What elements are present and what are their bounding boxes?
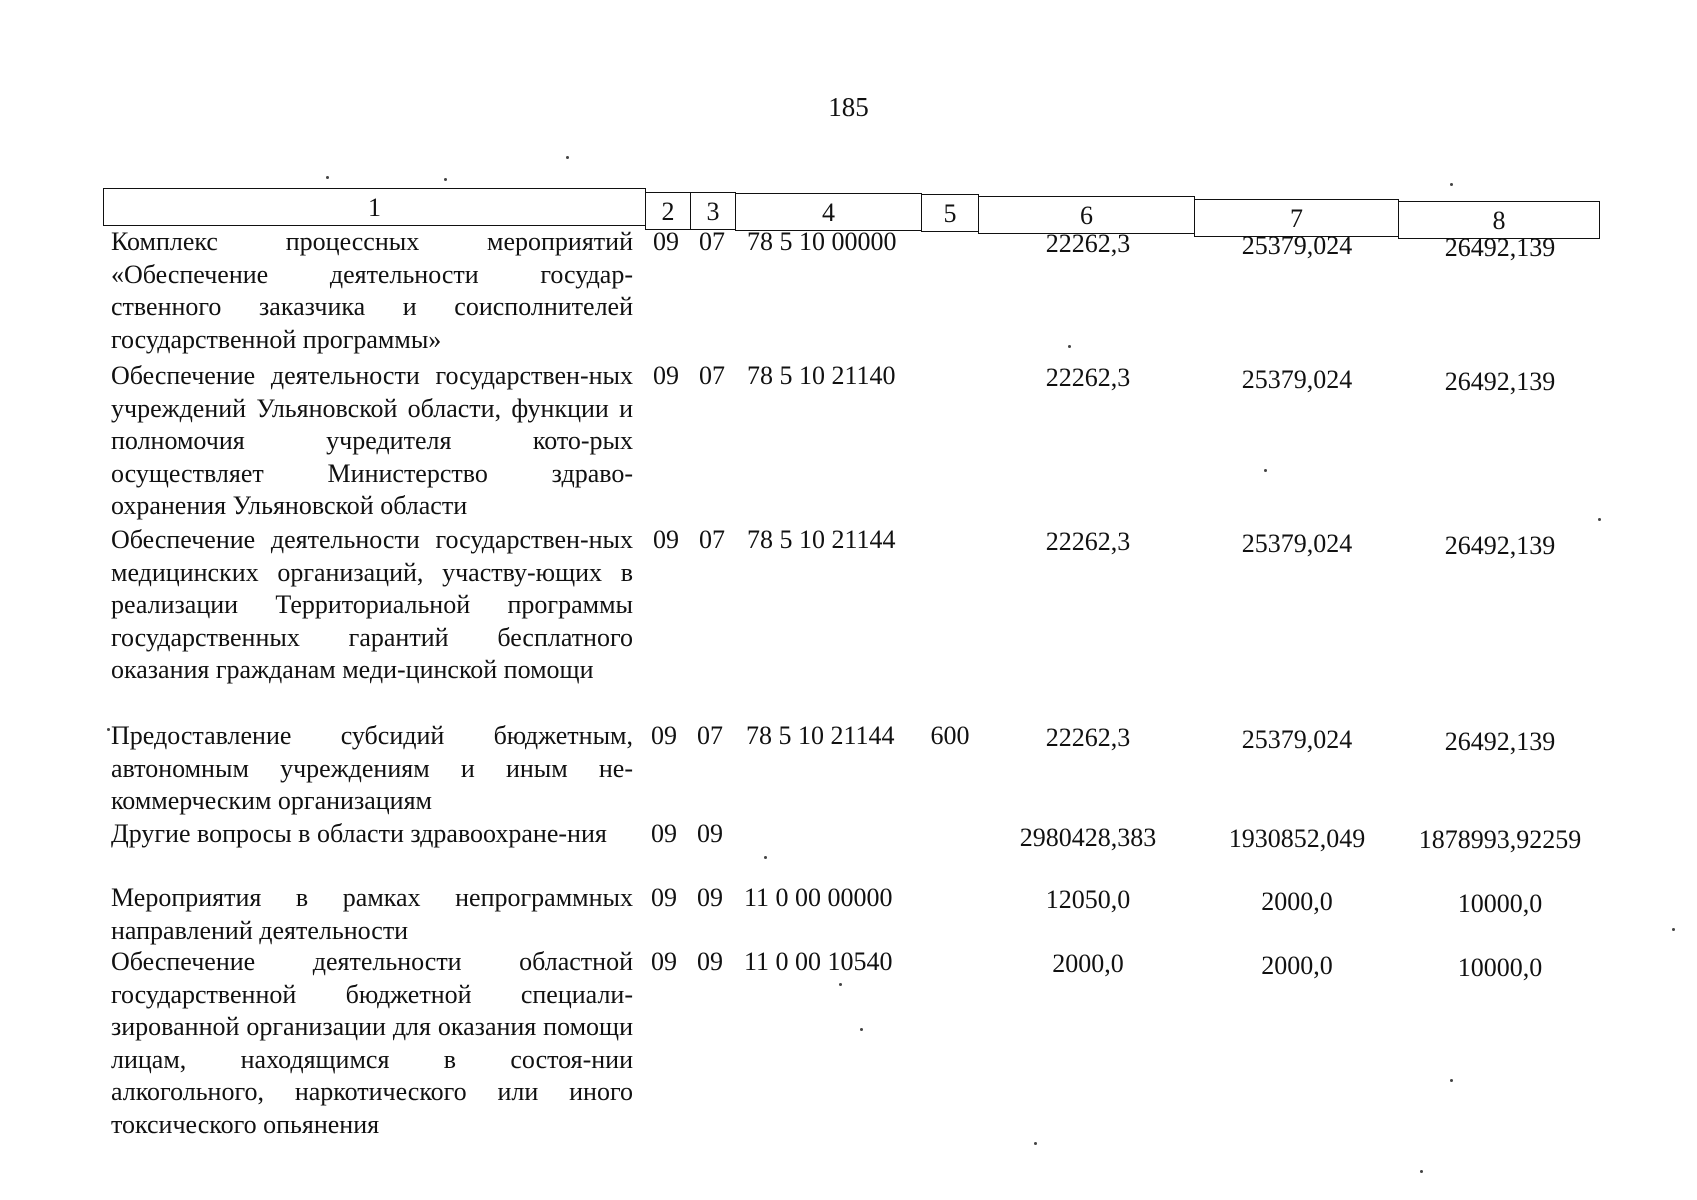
scan-speck bbox=[107, 728, 110, 731]
row-amount-6: 22262,3 bbox=[1045, 723, 1131, 752]
row-amount-8: 26492,139 bbox=[1444, 531, 1556, 560]
row-section: 09 bbox=[651, 721, 677, 750]
row-amount-6: 22262,3 bbox=[1045, 527, 1131, 556]
header-cell-5: 5 bbox=[921, 194, 979, 232]
header-cell-1: 1 bbox=[103, 188, 646, 226]
row-subsection: 07 bbox=[699, 525, 725, 554]
row-section: 09 bbox=[653, 525, 679, 554]
row-amount-7: 25379,024 bbox=[1241, 529, 1353, 558]
row-amount-7: 25379,024 bbox=[1241, 725, 1353, 754]
row-description: Другие вопросы в области здравоохране-ния bbox=[111, 819, 607, 848]
header-cell-2: 2 bbox=[645, 192, 691, 230]
row-description: Комплекс процессных мероприятий «Обеспечение деятельности государ-ственного заказчика и соисполнителей государственной программы» bbox=[111, 227, 633, 354]
row-subsection: 07 bbox=[699, 361, 725, 390]
scan-speck bbox=[1672, 928, 1675, 931]
header-cell-3: 3 bbox=[690, 192, 736, 230]
row-amount-8: 10000,0 bbox=[1457, 889, 1543, 918]
row-description: Обеспечение деятельности государствен-ных медицинских организаций, участву-ющих в реализации Территориальной программы государственных гарантий бесплатного оказания гражданам меди-цинской помощи bbox=[111, 525, 633, 684]
row-expense-type: 600 bbox=[930, 721, 970, 750]
scan-speck bbox=[326, 176, 329, 179]
row-section: 09 bbox=[651, 819, 677, 848]
row-description: Обеспечение деятельности областной государственной бюджетной специали-зированной организации для оказания помощи лицам, находящимся в состоя-нии алкогольного, наркотического или иного токсического опьянения bbox=[111, 947, 633, 1139]
scan-speck bbox=[1034, 1142, 1037, 1145]
row-amount-8: 10000,0 bbox=[1457, 953, 1543, 982]
row-amount-7: 2000,0 bbox=[1261, 951, 1333, 980]
header-cell-4: 4 bbox=[735, 193, 922, 231]
row-subsection: 07 bbox=[699, 227, 725, 256]
row-target-article: 78 5 10 00000 bbox=[747, 227, 897, 256]
row-description: Предоставление субсидий бюджетным, автономным учреждениям и иным не-коммерческим организациям bbox=[111, 721, 633, 815]
scan-speck bbox=[1598, 518, 1601, 521]
row-amount-7: 2000,0 bbox=[1261, 887, 1333, 916]
scan-speck bbox=[764, 856, 767, 859]
row-section: 09 bbox=[651, 883, 677, 912]
row-amount-7: 25379,024 bbox=[1241, 365, 1353, 394]
row-amount-7: 1930852,049 bbox=[1228, 824, 1366, 853]
row-section: 09 bbox=[653, 361, 679, 390]
scan-speck bbox=[444, 178, 447, 181]
row-subsection: 09 bbox=[697, 947, 723, 976]
row-target-article: 78 5 10 21144 bbox=[746, 721, 895, 750]
row-section: 09 bbox=[651, 947, 677, 976]
scan-speck bbox=[1450, 1079, 1453, 1082]
row-description: Обеспечение деятельности государствен-ных учреждений Ульяновской области, функции и полномочия учредителя кото-рых осуществляет Министерство здраво-охранения Ульяновской области bbox=[111, 361, 633, 520]
row-subsection: 07 bbox=[697, 721, 723, 750]
row-description: Мероприятия в рамках непрограммных направлений деятельности bbox=[111, 883, 633, 945]
row-subsection: 09 bbox=[697, 883, 723, 912]
row-section: 09 bbox=[653, 227, 679, 256]
header-cell-7: 7 bbox=[1194, 199, 1399, 237]
row-target-article: 11 0 00 10540 bbox=[744, 947, 893, 976]
row-amount-6: 22262,3 bbox=[1045, 363, 1131, 392]
row-target-article: 78 5 10 21140 bbox=[747, 361, 896, 390]
scan-speck bbox=[1264, 469, 1267, 472]
row-target-article: 78 5 10 21144 bbox=[747, 525, 896, 554]
row-subsection: 09 bbox=[697, 819, 723, 848]
scan-speck bbox=[839, 983, 842, 986]
row-amount-8: 26492,139 bbox=[1444, 367, 1556, 396]
row-amount-6: 12050,0 bbox=[1045, 885, 1131, 914]
scan-speck bbox=[566, 156, 569, 159]
scan-speck bbox=[1450, 183, 1453, 186]
row-amount-6: 2980428,383 bbox=[1019, 823, 1157, 852]
row-amount-7: 25379,024 bbox=[1241, 231, 1353, 260]
page-number: 185 bbox=[828, 92, 869, 122]
scan-speck bbox=[1420, 1170, 1423, 1173]
row-amount-8: 1878993,92259 bbox=[1418, 825, 1582, 854]
header-cell-6: 6 bbox=[978, 196, 1195, 234]
row-target-article: 11 0 00 00000 bbox=[744, 883, 893, 912]
header-cell-8: 8 bbox=[1398, 201, 1600, 239]
scan-speck bbox=[1068, 345, 1071, 348]
row-amount-8: 26492,139 bbox=[1444, 233, 1556, 262]
row-amount-6: 2000,0 bbox=[1052, 949, 1124, 978]
scan-speck bbox=[860, 1028, 863, 1031]
row-amount-6: 22262,3 bbox=[1045, 229, 1131, 258]
row-amount-8: 26492,139 bbox=[1444, 727, 1556, 756]
